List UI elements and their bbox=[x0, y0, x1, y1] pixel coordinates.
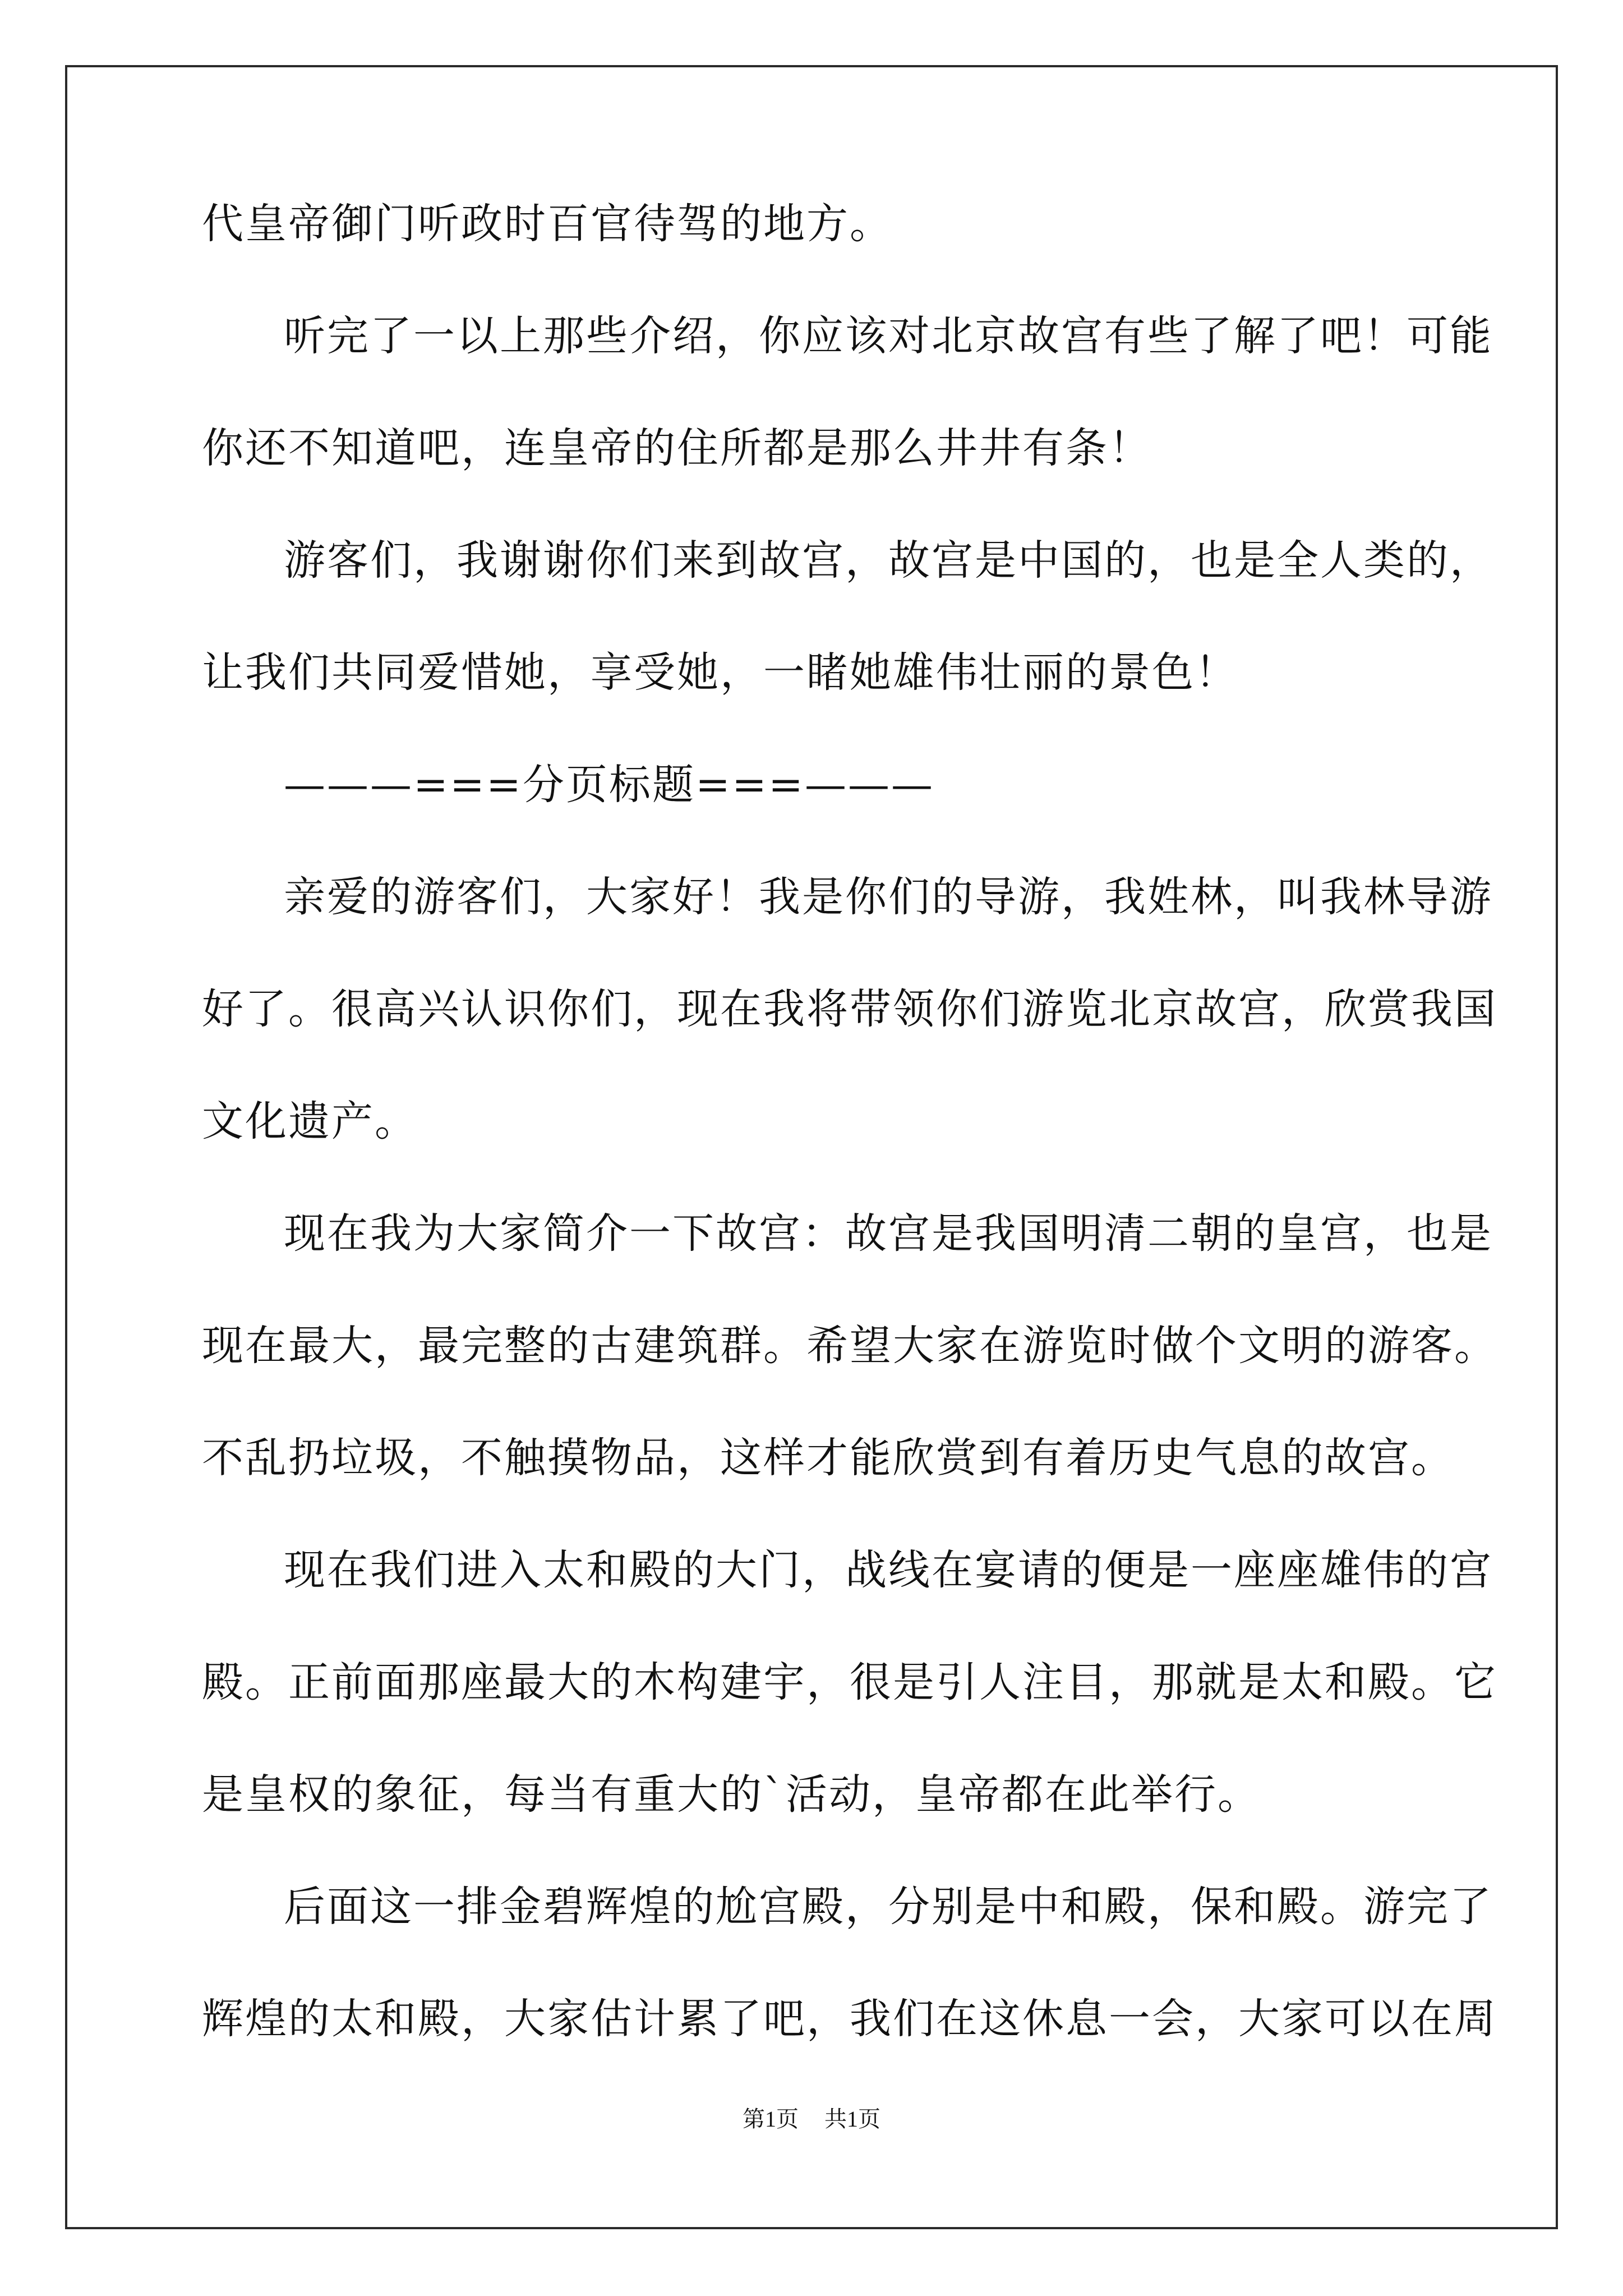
paragraph-first-line: 亲爱的游客们，大家好！我是你们的导游，我姓林，叫我林导游 bbox=[284, 873, 1493, 921]
text-line: 殿。正前面那座最大的木构建宇，很是引人注目，那就是太和殿。它 bbox=[202, 1658, 1497, 1706]
text-line: 代皇帝御门听政时百官待驾的地方。 bbox=[202, 200, 893, 248]
text-line: 辉煌的太和殿，大家估计累了吧，我们在这休息一会，大家可以在周 bbox=[202, 1995, 1497, 2043]
page-break-heading: ———===分页标题===——— bbox=[284, 761, 935, 809]
page-number: 第1页 bbox=[743, 2106, 799, 2132]
text-line: 让我们共同爱惜她，享受她，一睹她雄伟壮丽的景色！ bbox=[202, 648, 1238, 697]
text-line: 不乱扔垃圾，不触摸物品，这样才能欣赏到有着历史气息的故宫。 bbox=[202, 1434, 1454, 1482]
page-total: 共1页 bbox=[824, 2106, 880, 2132]
page-footer bbox=[0, 2102, 1623, 2136]
paragraph-first-line: 现在我们进入太和殿的大门，战线在宴请的便是一座座雄伟的宫 bbox=[284, 1546, 1493, 1594]
text-line: 现在最大，最完整的古建筑群。希望大家在游览时做个文明的游客。 bbox=[202, 1322, 1497, 1370]
text-line: 是皇权的象征，每当有重大的`活动，皇帝都在此举行。 bbox=[202, 1770, 1261, 1819]
paragraph-first-line: 听完了一以上那些介绍，你应该对北京故宫有些了解了吧！可能 bbox=[284, 312, 1493, 360]
text-line: 你还不知道吧，连皇帝的住所都是那么井井有条！ bbox=[202, 424, 1152, 472]
text-line: 好了。很高兴认识你们，现在我将带领你们游览北京故宫，欣赏我国 bbox=[202, 985, 1497, 1033]
text-line: 文化遗产。 bbox=[202, 1097, 418, 1145]
paragraph-first-line: 现在我为大家简介一下故宫：故宫是我国明清二朝的皇宫，也是 bbox=[284, 1209, 1493, 1258]
paragraph-first-line: 游客们，我谢谢你们来到故宫，故宫是中国的，也是全人类的， bbox=[284, 536, 1493, 585]
paragraph-first-line: 后面这一排金碧辉煌的尬宫殿，分别是中和殿，保和殿。游完了 bbox=[284, 1883, 1493, 1931]
